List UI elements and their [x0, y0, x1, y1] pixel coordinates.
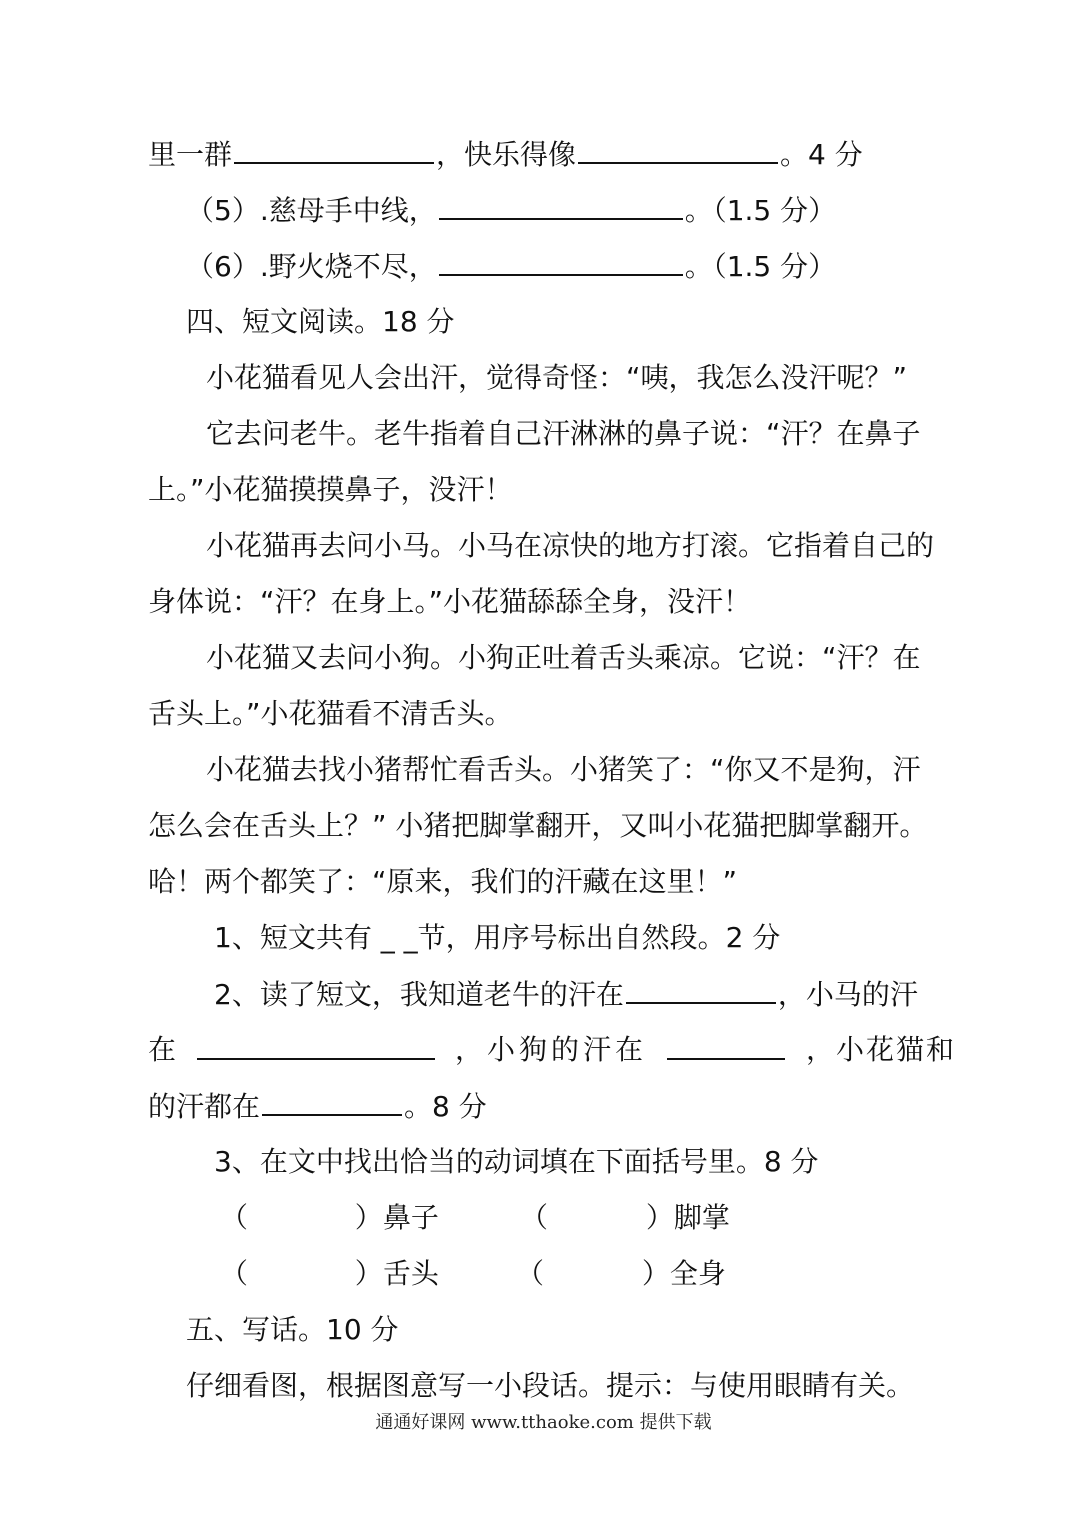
text: ，小马的汗 — [777, 978, 918, 1011]
score: 。（1.5 分） — [684, 250, 837, 283]
passage-line: 舌头上。”小花猫看不清舌头。 — [148, 697, 513, 730]
passage-line: 身体说：“汗？在身上。”小花猫舔舔全身，没汗！ — [148, 585, 752, 618]
passage-line: 小花猫看见人会出汗，觉得奇怪：“咦，我怎么没汗呢？” — [206, 361, 908, 394]
footer-credit: 通通好课网 www.tthaoke.com 提供下载 — [375, 1412, 712, 1433]
passage-line: 怎么会在舌头上？” 小猪把脚掌翻开，又叫小花猫把脚掌翻开。 — [148, 809, 928, 842]
text: 在 — [148, 1033, 177, 1066]
question-label: （5）.慈母手中线， — [186, 194, 437, 227]
question-5 — [186, 192, 836, 229]
text: 。4 分 — [780, 138, 863, 171]
answer-paren[interactable]: （ ） — [220, 1201, 383, 1234]
writing-prompt: 仔细看图，根据图意写一小段话。提示：与使用眼睛有关。 — [186, 1369, 915, 1402]
passage-line: 哈！两个都笑了：“原来，我们的汗藏在这里！” — [148, 865, 738, 898]
answer-blank[interactable] — [439, 192, 683, 220]
answer-paren[interactable]: （ ） — [220, 1257, 383, 1290]
text: ，小花猫和 — [805, 1033, 956, 1066]
question-1: 1、短文共有 _ _节，用序号标出自然段。2 分 — [214, 921, 781, 954]
passage-line: 小花猫去找小猪帮忙看舌头。小猪笑了：“你又不是狗，汗 — [206, 753, 921, 786]
paren-blank-2 — [520, 1200, 730, 1236]
paren-blank-1 — [220, 1200, 439, 1236]
passage-line: 上。”小花猫摸摸鼻子，没汗！ — [148, 473, 513, 506]
answer-blank[interactable] — [667, 1032, 785, 1060]
answer-paren[interactable]: （ ） — [516, 1257, 670, 1290]
section-5-heading: 五、写话。10 分 — [186, 1313, 399, 1346]
passage-line: 小花猫再去问小马。小马在凉快的地方打滚。它指着自己的 — [206, 529, 935, 562]
score: 。8 分 — [404, 1090, 487, 1123]
text: ，快乐得像 — [436, 138, 577, 171]
word: 脚掌 — [673, 1201, 730, 1234]
score: 。（1.5 分） — [684, 194, 837, 227]
question-3: 3、在文中找出恰当的动词填在下面括号里。8 分 — [214, 1145, 819, 1178]
answer-blank[interactable] — [262, 1088, 402, 1116]
word: 全身 — [669, 1257, 726, 1290]
text: 里一群 — [148, 138, 233, 171]
text: ，小狗的汗在 — [454, 1033, 647, 1066]
answer-paren[interactable]: （ ） — [520, 1201, 674, 1234]
section-4-heading: 四、短文阅读。18 分 — [186, 305, 455, 338]
paren-blank-3 — [220, 1256, 439, 1292]
answer-blank[interactable] — [626, 976, 776, 1004]
fill-line-4 — [148, 136, 863, 173]
question-2-line-3 — [148, 1088, 487, 1125]
passage-line: 它去问老牛。老牛指着自己汗淋淋的鼻子说：“汗？在鼻子 — [206, 417, 921, 450]
answer-blank[interactable] — [439, 248, 683, 276]
question-6 — [186, 248, 836, 285]
answer-blank[interactable] — [197, 1032, 435, 1060]
text: 的汗都在 — [148, 1090, 261, 1123]
paren-blank-4 — [516, 1256, 726, 1292]
text: 2、读了短文，我知道老牛的汗在 — [214, 978, 624, 1011]
question-2-line-1 — [214, 976, 918, 1013]
word: 鼻子 — [382, 1201, 439, 1234]
word: 舌头 — [382, 1257, 439, 1290]
answer-blank[interactable] — [234, 136, 434, 164]
question-label: （6）.野火烧不尽， — [186, 250, 437, 283]
passage-line: 小花猫又去问小狗。小狗正吐着舌头乘凉。它说：“汗？在 — [206, 641, 921, 674]
answer-blank[interactable] — [578, 136, 778, 164]
question-2-line-2 — [148, 1032, 956, 1068]
